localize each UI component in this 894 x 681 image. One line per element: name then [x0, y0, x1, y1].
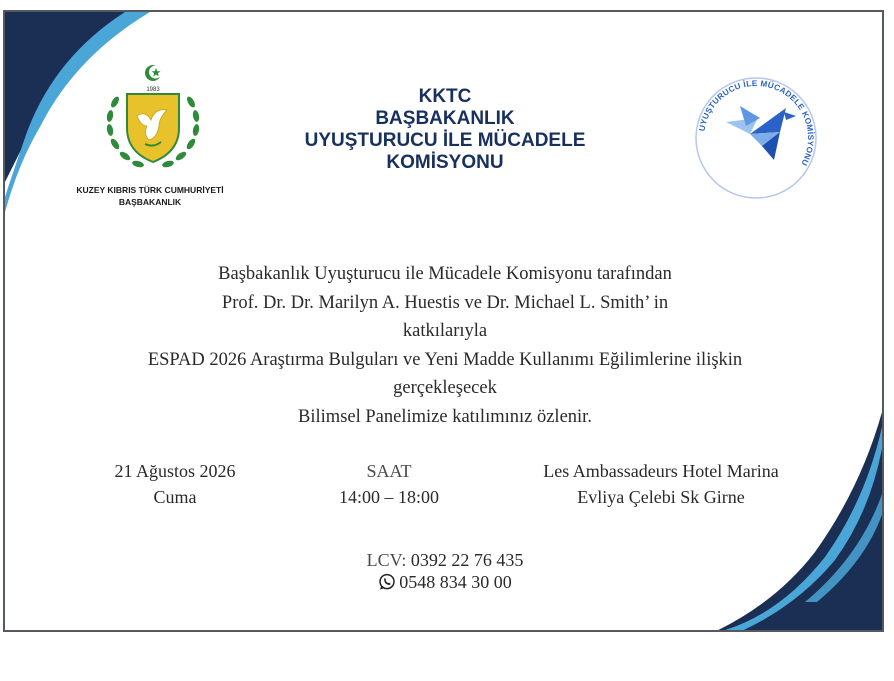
seal-caption	[65, 184, 235, 208]
invitation-line1: Başbakanlık Uyuşturucu ile Mücadele Komisyonu tarafından	[218, 264, 672, 284]
venue-address: Evliya Çelebi Sk Girne	[577, 487, 745, 507]
invitation-text	[65, 260, 825, 431]
weekday-text: Cuma	[153, 487, 197, 507]
title-line3: UYUŞTURUCU İLE MÜCADELE	[304, 130, 586, 151]
seal-caption-line2: BAŞBAKANLIK	[118, 197, 182, 207]
venue-name: Les Ambassadeurs Hotel Marina	[543, 461, 779, 481]
title-line1: KKTC	[418, 86, 472, 107]
event-venue	[491, 458, 831, 510]
svg-text:UYUŞTURUCU İLE MÜCADELE KOMİSY	[697, 79, 815, 167]
whatsapp-icon	[378, 573, 396, 591]
time-text: 14:00 – 18:00	[338, 487, 439, 507]
invitation-line3: katkılarıyla	[402, 321, 488, 341]
rsvp-line	[245, 549, 645, 571]
invitation-line6: Bilimsel Panelimize katılımınız özlenir.	[298, 406, 592, 427]
whatsapp-line	[245, 571, 645, 593]
seal-year-text: 1983	[146, 87, 160, 93]
invitation-line4: ESPAD 2026 Araştırma Bulguları ve Yeni Madde Kullanımı Eğilimlerine ilişkin	[147, 349, 743, 370]
rsvp-phone[interactable]: 0392 22 76 435	[410, 550, 524, 570]
time-label: SAAT	[366, 461, 412, 481]
date-text: 21 Ağustos 2026	[114, 461, 236, 481]
event-date	[75, 458, 275, 510]
whatsapp-phone[interactable]: 0548 834 30 00	[399, 572, 512, 592]
page-title	[265, 86, 625, 174]
rsvp-label: LCV:	[366, 550, 407, 570]
commission-origami-bird-logo	[688, 70, 824, 206]
state-seal-emblem	[93, 60, 213, 180]
logo-ring-text: UYUŞTURUCU İLE MÜCADELE KOMİSYONU	[697, 78, 816, 168]
seal-caption-line1: KUZEY KIBRIS TÜRK CUMHURİYETİ	[76, 185, 224, 195]
invitation-line2: Prof. Dr. Dr. Marilyn A. Huestis ve Dr. Michael L. Smith’ in	[221, 292, 669, 313]
event-time	[301, 458, 477, 510]
invitation-card	[3, 10, 884, 632]
title-line4: KOMİSYONU	[386, 152, 504, 173]
invitation-line5: gerçekleşecek	[393, 378, 497, 398]
contact-info	[245, 549, 645, 593]
title-line2: BAŞBAKANLIK	[375, 108, 515, 129]
